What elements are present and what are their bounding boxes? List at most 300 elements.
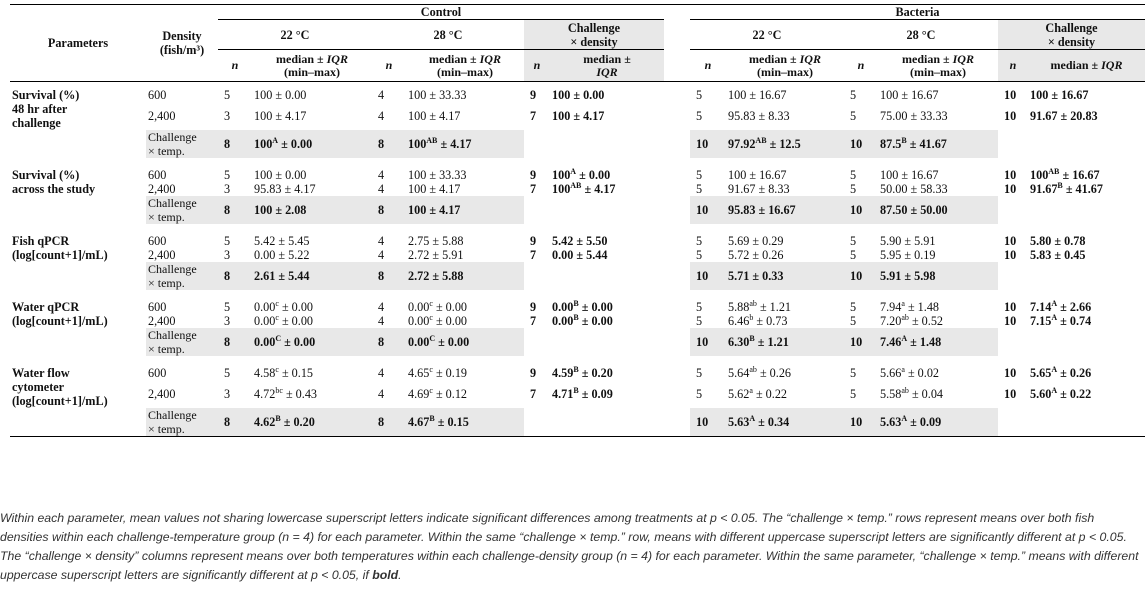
n-cell: 8 [372, 130, 406, 158]
value-cell [878, 387, 998, 408]
value-main: 75.00 ± 33.33 [880, 108, 948, 123]
n-cell: 10 [844, 262, 878, 290]
density-cell: 2,400 [148, 313, 176, 328]
table-footnote [0, 509, 1145, 585]
significance-letter: bc [275, 385, 283, 395]
challenge-temp-label [146, 408, 218, 437]
value-main: 5.90 ± 5.91 [880, 233, 936, 248]
value-iqr: ± 0.00 [578, 313, 613, 328]
challenge-temp-row [10, 408, 1145, 437]
n-cell: 5 [850, 299, 857, 314]
n-header: n [998, 50, 1028, 82]
n-cell: 10 [844, 196, 878, 224]
significance-letter: A [272, 135, 279, 145]
n-cell: 5 [696, 233, 703, 248]
n-cell: 5 [696, 247, 703, 262]
significance-letter: A [1051, 312, 1058, 322]
table-row [10, 168, 1145, 182]
value-iqr: ± 0.00 [278, 136, 313, 151]
significance-letter: AB [1048, 166, 1060, 176]
n-cell: 3 [224, 386, 231, 401]
value-main: 0.00 [254, 313, 276, 328]
n-cell: 10 [690, 196, 726, 224]
value-cell [406, 408, 524, 437]
value-iqr: ± 0.34 [755, 414, 790, 429]
value-cell [726, 408, 844, 437]
n-cell: 10 [1004, 299, 1017, 314]
ct-label-line: Challenge [148, 261, 197, 276]
significance-letter: a [749, 385, 753, 395]
value-cell [252, 248, 372, 262]
value-main: 100 [408, 136, 427, 151]
value-main: 0.00 ± 5.22 [254, 247, 310, 262]
n-cell: 10 [1004, 313, 1017, 328]
value-iqr: ± 0.19 [432, 365, 468, 380]
value-cell [726, 387, 844, 408]
n-cell: 5 [696, 299, 703, 314]
n-cell: 5 [696, 167, 703, 182]
parameter-label-line: Water qPCR [12, 299, 80, 314]
table-body [10, 82, 1145, 437]
iqr-label: IQR [479, 51, 501, 66]
value-main: 5.58 [880, 386, 902, 401]
significance-letter: a [901, 298, 905, 308]
density-header-label: Density [162, 29, 202, 43]
value-iqr: ± 16.67 [755, 202, 796, 217]
value-main: 0.00 [552, 313, 574, 328]
significance-letter: A [901, 413, 908, 423]
n-cell: 5 [850, 87, 857, 102]
footnote-text: Within each parameter, mean values not sharing lowercase superscript letters indicate significant differences among treatments at p < 0.05. The “challenge × temp.” rows represent means over both fish densities within each challenge-temperature group (n = 4) for each parameter. Within the same “challenge × temp.” row, means with different uppercase superscript letters are significantly different at p < 0.05. The “challenge × density” columns represent means over both temperatures within each challenge-density group (n = 4) for each parameter. Within the same parameter, “challenge × temp.” means with different uppercase superscript letters are significantly different at p < 0.05, if [0, 511, 1139, 582]
n-cell: 9 [530, 365, 537, 380]
cxd-line1: Challenge [567, 20, 621, 35]
bacteria-cxd-header [998, 20, 1145, 50]
n-cell: 5 [696, 87, 703, 102]
cxd-line1: Challenge [1045, 20, 1098, 35]
value-cell [252, 328, 372, 356]
value-main: 100 ± 4.17 [552, 108, 605, 123]
value-main: 5.42 ± 5.45 [254, 233, 310, 248]
value-cell [252, 182, 372, 196]
n-cell: 5 [696, 313, 703, 328]
value-iqr: ± 0.20 [578, 365, 613, 380]
value-iqr: ± 4.17 [426, 202, 461, 217]
minmax-label: (min–max) [910, 64, 966, 79]
value-iqr: ± 0.26 [1057, 365, 1092, 380]
value-main: 4.71 [552, 386, 574, 401]
value-main: 5.71 ± 0.33 [728, 268, 784, 283]
value-main: 87.50 [880, 202, 908, 217]
significance-letter: A [570, 166, 577, 176]
value-cell [252, 109, 372, 130]
table-row [10, 109, 1145, 130]
value-iqr: ± 0.22 [752, 386, 788, 401]
n-cell: 4 [378, 167, 385, 182]
value-main: 6.30 [728, 334, 750, 349]
group-spacer [10, 158, 1145, 168]
ct-label-line: Challenge [148, 195, 197, 210]
value-main: 100 ± 16.67 [880, 167, 939, 182]
density-cell: 2,400 [148, 247, 176, 262]
value-cell [252, 88, 372, 109]
value-cell [252, 168, 372, 182]
n-cell: 7 [530, 313, 537, 328]
density-cell: 600 [148, 299, 167, 314]
value-main: 0.00 ± 5.44 [552, 247, 608, 262]
median-iqr-header [726, 50, 844, 82]
value-main: 4.72 [254, 386, 276, 401]
n-header: n [857, 58, 865, 72]
table-row [10, 182, 1145, 196]
n-cell: 7 [530, 386, 537, 401]
n-cell: 5 [850, 365, 857, 380]
n-cell: 10 [1004, 233, 1017, 248]
significance-letter: ab [749, 298, 757, 308]
n-header: n [524, 50, 550, 82]
value-main: 95.83 ± 4.17 [254, 181, 316, 196]
value-iqr: ± 1.48 [907, 334, 942, 349]
value-cell [252, 387, 372, 408]
significance-letter: c [429, 385, 433, 395]
value-cell [726, 88, 844, 109]
value-main: 5.95 ± 0.19 [880, 247, 936, 262]
value-cell [878, 109, 998, 130]
n-cell: 9 [530, 299, 537, 314]
cxd-line2: × density [1047, 34, 1096, 49]
value-main: 5.63 [728, 414, 750, 429]
value-cell [726, 300, 844, 314]
parameter-label-line: (log[count+1]/mL) [12, 393, 108, 408]
value-cell [726, 262, 844, 290]
value-iqr: ± 0.00 [432, 299, 468, 314]
value-iqr: ± 0.04 [908, 386, 944, 401]
value-main: 100 [552, 181, 571, 196]
value-iqr: ± 0.12 [432, 386, 468, 401]
iqr-label: IQR [326, 51, 348, 66]
value-main: 100 ± 16.67 [728, 167, 787, 182]
n-cell: 10 [690, 408, 726, 437]
challenge-temp-label [146, 130, 218, 158]
value-iqr: ± 0.26 [756, 365, 792, 380]
value-cell [406, 88, 524, 109]
n-cell: 4 [378, 313, 385, 328]
value-cell [252, 196, 372, 224]
value-cell [252, 314, 372, 328]
value-iqr: ± 50.00 [907, 202, 948, 217]
parameter-label [10, 366, 146, 408]
value-cell [726, 366, 844, 387]
n-cell: 10 [1004, 167, 1017, 182]
significance-letter: B [275, 413, 281, 423]
value-main: 100 ± 33.33 [408, 167, 467, 182]
n-cell: 3 [224, 247, 231, 262]
group-spacer [10, 224, 1145, 234]
value-cell [878, 328, 998, 356]
value-cell [878, 168, 998, 182]
n-cell: 9 [530, 167, 537, 182]
value-main: 4.62 [254, 414, 276, 429]
value-cell [1028, 387, 1145, 408]
value-iqr: ± 4.17 [581, 181, 616, 196]
value-cell [406, 234, 524, 248]
parameter-label-line: Fish qPCR [12, 233, 70, 248]
value-main: 5.63 [880, 414, 902, 429]
n-cell: 5 [224, 299, 231, 314]
value-main: 2.72 ± 5.88 [408, 268, 464, 283]
ct-label-line: × temp. [148, 421, 185, 436]
value-main: 100 [1030, 167, 1049, 182]
value-cell [406, 314, 524, 328]
density-cell: 2,400 [148, 108, 176, 123]
value-cell [406, 262, 524, 290]
parameter-label-line: (log[count+1]/mL) [12, 247, 108, 262]
bacteria-header: Bacteria [690, 5, 1145, 20]
value-iqr: ± 0.00 [278, 313, 314, 328]
n-cell: 10 [1004, 181, 1017, 196]
value-main: 2.61 ± 5.44 [254, 268, 310, 283]
value-iqr: ± 0.02 [904, 365, 940, 380]
value-iqr: ± 0.73 [753, 313, 788, 328]
challenge-temp-row [10, 328, 1145, 356]
value-main: 5.69 ± 0.29 [728, 233, 784, 248]
value-main: 100 ± 4.17 [408, 108, 461, 123]
value-main: 100 [552, 167, 571, 182]
significance-letter: A [1051, 364, 1058, 374]
value-main: 5.60 [1030, 386, 1052, 401]
value-main: 5.72 ± 0.26 [728, 247, 784, 262]
n-cell: 4 [378, 247, 385, 262]
value-iqr: ± 0.09 [578, 386, 613, 401]
value-cell [1028, 109, 1145, 130]
value-main: 91.67 ± 20.83 [1030, 108, 1098, 123]
value-main: 100 ± 0.00 [254, 87, 307, 102]
value-cell [550, 314, 664, 328]
n-cell: 4 [378, 108, 385, 123]
value-iqr: ± 0.00 [278, 299, 314, 314]
value-main: 5.83 ± 0.45 [1030, 247, 1086, 262]
value-iqr: ± 0.74 [1057, 313, 1092, 328]
value-iqr: ± 12.5 [766, 136, 801, 151]
table-row [10, 387, 1145, 408]
value-cell [406, 182, 524, 196]
value-cell [252, 234, 372, 248]
value-cell [406, 300, 524, 314]
value-cell [878, 408, 998, 437]
significance-letter: c [275, 298, 279, 308]
significance-letter: c [275, 364, 279, 374]
value-main: 4.59 [552, 365, 574, 380]
significance-letter: B [1057, 180, 1063, 190]
value-main: 95.83 ± 8.33 [728, 108, 790, 123]
ct-label-line: Challenge [148, 407, 197, 422]
significance-letter: AB [570, 180, 582, 190]
value-cell [878, 182, 998, 196]
value-iqr: ± 1.48 [904, 299, 940, 314]
value-cell [726, 234, 844, 248]
n-cell: 5 [850, 181, 857, 196]
table-row [10, 88, 1145, 109]
parameter-label-line: (log[count+1]/mL) [12, 313, 108, 328]
control-header: Control [218, 5, 664, 20]
value-iqr: ± 0.22 [1057, 386, 1092, 401]
value-cell [406, 387, 524, 408]
median-iqr-header [550, 50, 664, 82]
table-row [10, 314, 1145, 328]
iqr-label: IQR [799, 51, 821, 66]
n-cell: 10 [1004, 87, 1017, 102]
significance-letter: C [275, 333, 282, 343]
parameter-label-line: Survival (%) [12, 167, 80, 182]
value-cell [252, 408, 372, 437]
parameter-label-line: Water flow [12, 365, 70, 380]
value-iqr: ± 0.00 [578, 299, 613, 314]
parameter-label [10, 234, 146, 262]
value-cell [550, 88, 664, 109]
value-main: 0.00 [408, 313, 430, 328]
n-cell: 10 [844, 408, 878, 437]
median-iqr-header [878, 50, 998, 82]
value-main: 100 ± 16.67 [1030, 87, 1089, 102]
value-iqr: ± 1.21 [756, 299, 792, 314]
n-cell: 4 [378, 181, 385, 196]
value-main: 5.62 [728, 386, 750, 401]
value-cell [726, 196, 844, 224]
value-cell [1028, 314, 1145, 328]
value-cell [550, 234, 664, 248]
n-cell: 8 [372, 196, 406, 224]
n-cell: 8 [218, 262, 252, 290]
value-cell [878, 196, 998, 224]
value-main: 4.67 [408, 414, 430, 429]
n-cell: 5 [224, 233, 231, 248]
n-cell: 3 [224, 181, 231, 196]
significance-letter: B [573, 364, 579, 374]
value-main: 100 ± 4.17 [408, 181, 461, 196]
parameter-label-line: Survival (%) [12, 87, 80, 102]
parameter-label [10, 300, 146, 328]
value-cell [406, 130, 524, 158]
value-main: 100 ± 16.67 [880, 87, 939, 102]
value-cell [406, 328, 524, 356]
value-cell [878, 314, 998, 328]
ct-label-line: Challenge [148, 129, 197, 144]
n-cell: 4 [378, 87, 385, 102]
n-header: n [385, 58, 393, 72]
median-label: median ± [1050, 58, 1102, 72]
significance-letter: c [429, 312, 433, 322]
challenge-temp-label [146, 196, 218, 224]
significance-letter: B [749, 333, 755, 343]
value-main: 5.65 [1030, 365, 1052, 380]
value-main: 2.75 ± 5.88 [408, 233, 464, 248]
median-label: median ± [902, 51, 953, 66]
value-cell [406, 109, 524, 130]
n-cell: 7 [530, 108, 537, 123]
n-cell: 5 [696, 181, 703, 196]
n-cell: 8 [218, 196, 252, 224]
significance-letter: b [749, 312, 754, 322]
value-main: 2.72 ± 5.91 [408, 247, 464, 262]
table-row [10, 300, 1145, 314]
challenge-temp-label [146, 262, 218, 290]
value-main: 50.00 ± 58.33 [880, 181, 948, 196]
iqr-label: IQR [952, 51, 974, 66]
value-iqr: ± 0.15 [434, 414, 469, 429]
significance-letter: AB [755, 135, 767, 145]
density-cell: 600 [148, 365, 167, 380]
results-table [10, 4, 1145, 437]
value-cell [550, 182, 664, 196]
n-cell: 10 [690, 130, 726, 158]
density-header [146, 5, 218, 82]
value-iqr: ± 0.00 [576, 167, 611, 182]
n-cell: 5 [850, 313, 857, 328]
value-main: 100 ± 0.00 [552, 87, 605, 102]
value-main: 5.66 [880, 365, 902, 380]
value-iqr: ± 2.66 [1057, 299, 1092, 314]
value-cell [878, 262, 998, 290]
value-cell [878, 130, 998, 158]
value-main: 100 ± 4.17 [254, 108, 307, 123]
n-cell: 5 [850, 167, 857, 182]
value-cell [878, 366, 998, 387]
value-main: 0.00 [254, 299, 276, 314]
n-cell: 5 [696, 386, 703, 401]
minmax-label: (min–max) [757, 64, 813, 79]
value-main: 4.58 [254, 365, 276, 380]
density-unit: (fish/m³) [159, 43, 205, 57]
value-cell [726, 314, 844, 328]
value-iqr: ± 41.67 [906, 136, 947, 151]
value-main: 5.88 [728, 299, 750, 314]
significance-letter: AB [426, 135, 438, 145]
value-cell [550, 248, 664, 262]
significance-letter: A [1051, 298, 1058, 308]
n-cell: 5 [696, 365, 703, 380]
median-label: median ± [749, 51, 800, 66]
value-cell [406, 196, 524, 224]
value-main: 100 [408, 202, 427, 217]
value-cell [726, 130, 844, 158]
n-cell: 8 [218, 130, 252, 158]
value-cell [406, 366, 524, 387]
n-cell: 4 [378, 299, 385, 314]
value-cell [550, 109, 664, 130]
value-main: 7.46 [880, 334, 902, 349]
median-label: median ± [276, 51, 327, 66]
footnote-end: . [398, 568, 402, 582]
parameters-header: Parameters [10, 5, 146, 82]
control-cxd-header [524, 20, 664, 50]
ct-label-line: Challenge [148, 327, 197, 342]
value-main: 6.46 [728, 313, 750, 328]
significance-letter: B [573, 312, 579, 322]
value-cell [550, 168, 664, 182]
n-cell: 10 [1004, 386, 1017, 401]
n-cell: 8 [372, 328, 406, 356]
n-cell: 5 [696, 108, 703, 123]
value-cell [252, 366, 372, 387]
value-main: 7.20 [880, 313, 902, 328]
parameter-label [10, 88, 146, 130]
density-cell: 600 [148, 87, 167, 102]
significance-letter: ab [901, 385, 909, 395]
value-iqr: ± 0.20 [280, 414, 315, 429]
n-header: n [231, 58, 239, 72]
challenge-temp-row [10, 196, 1145, 224]
median-label: median ± [429, 51, 480, 66]
value-iqr: ± 4.17 [437, 136, 472, 151]
